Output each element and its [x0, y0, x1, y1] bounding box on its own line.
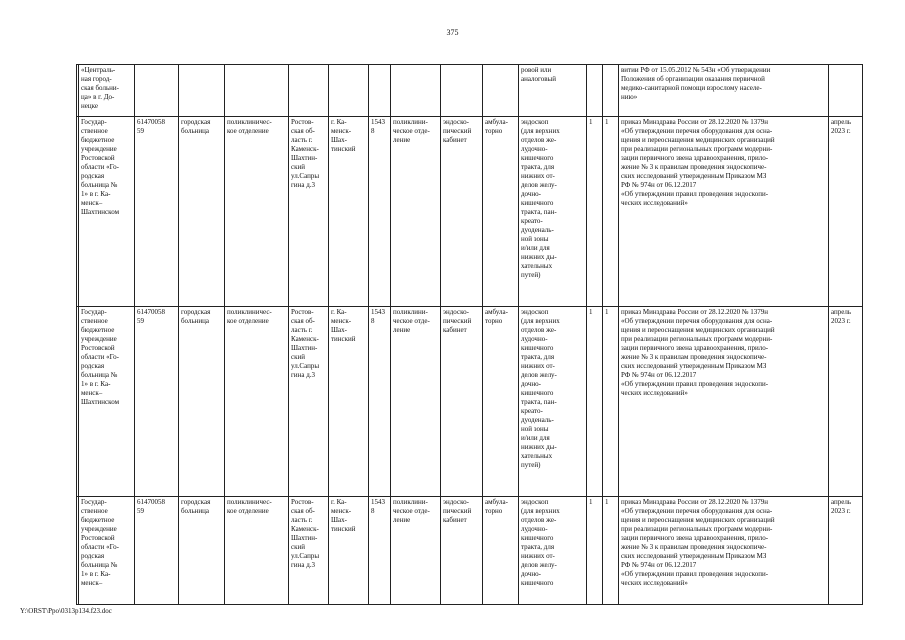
- cell-index: 15438: [369, 117, 391, 307]
- cell-qty-a: 1: [587, 497, 603, 605]
- footer-file-path: Y:\ORST\Ppo\0313p134.f23.doc: [20, 607, 112, 615]
- cell-department: поликлиничес- кое отделение: [225, 497, 289, 605]
- cell-index: [369, 65, 391, 117]
- cell-care: амбула- торно: [483, 497, 519, 605]
- cell-qty-a: [587, 65, 603, 117]
- cell-qty-a: 1: [587, 117, 603, 307]
- cell-date: [829, 65, 863, 117]
- cell-date: апрель 2023 г.: [829, 117, 863, 307]
- cell-org-type: [179, 65, 225, 117]
- cell-code: 61470058 59: [135, 307, 179, 497]
- cell-institution: «Централь- ная город- ская больни- ца» в г. До- нецке: [79, 65, 135, 117]
- cell-address: Ростов- ская об- ласть г. Каменск- Шахтин- ский ул.Сапры гина д.3: [289, 307, 329, 497]
- cell-org-type: городская больница: [179, 307, 225, 497]
- table-row-continuation: [77, 65, 863, 117]
- cell-department: [225, 65, 289, 117]
- cell-qty-b: 1: [603, 497, 619, 605]
- cell-cabinet: эндоско- пический кабинет: [441, 117, 483, 307]
- cell-basis: приказ Минздрава России от 28.12.2020 № 1379н «Об утверждении перечня оборудования для осна- щения и переоснащения медицинских организаций при реализации региональных программ модерни- зации первичного звена здравоохранения, прило- жение № 3 к правилам проведения эндоскопиче- ских исследований утвержденным Приказом МЗ РФ № 974н от 06.12.2017 «Об утверждении правил проведения эндоскопи- ческих исследований»: [619, 307, 829, 497]
- cell-date: апрель 2023 г.: [829, 497, 863, 605]
- cell-equipment: эндоскоп (для верхних отделов же- лудочно- кишечного тракта, для нижних от- делов желу- дочно- кишечного тракта, пан- креато- дуоденаль- ной зоны и/или для нижних ды- хательных путей): [519, 307, 587, 497]
- cell-equipment: эндоскоп (для верхних отделов же- лудочно- кишечного тракта, для нижних от- делов желу- дочно- кишечного: [519, 497, 587, 605]
- cell-city: г. Ка- менск- Шах- тинский: [329, 117, 369, 307]
- cell-equipment: эндоскоп (для верхних отделов же- лудочно- кишечного тракта, для нижних от- делов желу- дочно- кишечного тракта, пан- крeато- дуоденаль- ной зоны и/или для нижних ды- хательных путей): [519, 117, 587, 307]
- cell-index: 15438: [369, 307, 391, 497]
- cell-unit-type: поликлини- ческое отде- ление: [391, 117, 441, 307]
- cell-city: г. Ка- менск- Шах- тинский: [329, 497, 369, 605]
- cell-qty-a: 1: [587, 307, 603, 497]
- cell-code: [135, 65, 179, 117]
- cell-basis: приказ Минздрава России от 28.12.2020 № 1379н «Об утверждении перечня оборудования для осна- щения и переоснащения медицинских организаций при реализации региональных программ модерни- зации первичного звена здравоохранения, прило- жение № 3 к правилам проведения эндоскопиче- ских исследований утвержденным Приказом МЗ РФ № 974н от 06.12.2017 «Об утверждении правил проведения эндоскопи- ческих исследований»: [619, 497, 829, 605]
- cell-cabinet: эндоско- пический кабинет: [441, 307, 483, 497]
- cell-unit-type: поликлини- ческое отде- ление: [391, 497, 441, 605]
- cell-institution: Государ- ственное бюджетное учреждение Ростовской области «Го- родская больница № 1» в г. Ка- менск– Шахтинском: [79, 117, 135, 307]
- table-row: [77, 307, 863, 497]
- cell-unit-type: поликлини- ческое отде- ление: [391, 307, 441, 497]
- cell-unit-type: [391, 65, 441, 117]
- equipment-table: [76, 64, 863, 605]
- cell-address: [289, 65, 329, 117]
- cell-qty-b: 1: [603, 117, 619, 307]
- cell-care: [483, 65, 519, 117]
- cell-equipment: ровой или аналоговый: [519, 65, 587, 117]
- cell-care: амбула- торно: [483, 307, 519, 497]
- cell-address: Ростов- ская об- ласть г. Каменск- Шахтин- ский ул.Сапры гина д.3: [289, 497, 329, 605]
- cell-city: [329, 65, 369, 117]
- page-number: 375: [446, 28, 459, 37]
- cell-institution: Государ- ственное бюджетное учреждение Ростовской области «Го- родская больница № 1» в г. Ка- менск– Шахтинском: [79, 307, 135, 497]
- cell-qty-b: 1: [603, 307, 619, 497]
- cell-org-type: городская больница: [179, 117, 225, 307]
- cell-department: поликлиничес- кое отделение: [225, 307, 289, 497]
- table-row: [77, 117, 863, 307]
- cell-qty-b: [603, 65, 619, 117]
- cell-org-type: городская больница: [179, 497, 225, 605]
- cell-address: Ростов- ская об- ласть г. Каменск- Шахтин- ский ул.Сапры гина д.3: [289, 117, 329, 307]
- cell-institution: Государ- ственное бюджетное учреждение Ростовской области «Го- родская больница № 1» в г. Ка- менск–: [79, 497, 135, 605]
- cell-cabinet: эндоско- пический кабинет: [441, 497, 483, 605]
- cell-cabinet: [441, 65, 483, 117]
- cell-date: апрель 2023 г.: [829, 307, 863, 497]
- cell-index: 15438: [369, 497, 391, 605]
- cell-basis: витии РФ от 15.05.2012 № 543н «Об утверждении Положения об организации оказания первичной медико-санитарной помощи взрослому населе- нию»: [619, 65, 829, 117]
- cell-basis: приказ Минздрава России от 28.12.2020 № 1379н «Об утверждении перечня оборудования для осна- щения и переоснащения медицинских организаций при реализации региональных программ модерни- зации первичного звена здравоохранения, прило- жение № 3 к правилам проведения эндоскопиче- ских исследований утвержденным Приказом МЗ РФ № 974н от 06.12.2017 «Об утверждении правил проведения эндоскопи- ческих исследований»: [619, 117, 829, 307]
- cell-city: г. Ка- менск- Шах- тинский: [329, 307, 369, 497]
- cell-care: амбула- торно: [483, 117, 519, 307]
- cell-code: 61470058 59: [135, 117, 179, 307]
- cell-code: 61470058 59: [135, 497, 179, 605]
- table-row: [77, 497, 863, 605]
- cell-department: поликлиничес- кое отделение: [225, 117, 289, 307]
